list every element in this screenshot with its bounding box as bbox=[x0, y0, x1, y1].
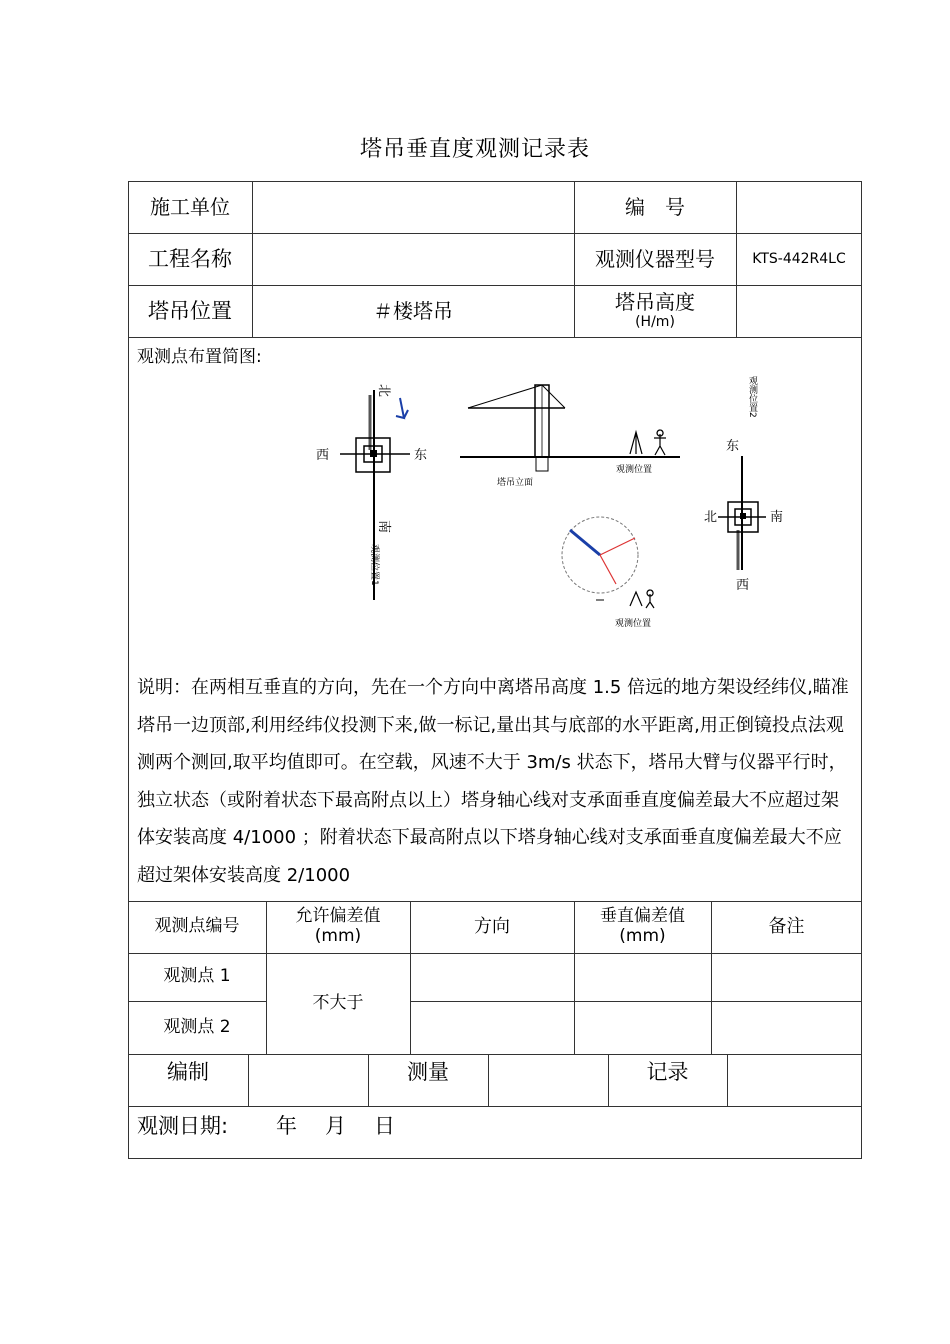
direction-header: 方向 bbox=[474, 915, 510, 937]
crane-position-field[interactable]: ＃楼塔吊 bbox=[373, 298, 453, 323]
instrument-field[interactable]: KTS-442R4LC bbox=[752, 250, 846, 267]
measure-label: 测量 bbox=[407, 1059, 449, 1084]
date-year: 年 bbox=[276, 1114, 297, 1138]
date-label: 观测日期: bbox=[137, 1114, 229, 1138]
page-title: 塔吊垂直度观测记录表 bbox=[359, 137, 590, 162]
plan-view-1 bbox=[316, 384, 427, 600]
plan1-east: 东 bbox=[414, 448, 428, 463]
compile-label: 编制 bbox=[167, 1059, 209, 1084]
number-field[interactable] bbox=[736, 181, 862, 233]
record-label: 记录 bbox=[646, 1059, 689, 1084]
compile-field[interactable] bbox=[248, 1054, 368, 1106]
surveyor-icon bbox=[630, 590, 654, 608]
deviation-header-unit: (mm) bbox=[619, 926, 666, 946]
tower-center bbox=[740, 513, 746, 519]
crane-position-label: 塔吊位置 bbox=[148, 298, 232, 323]
plan1-obs: 观测位置1 bbox=[369, 544, 379, 586]
surveyor-icon bbox=[396, 398, 408, 418]
deviation-header-text: 垂直偏差值 bbox=[600, 906, 685, 927]
plan1-north: 北 bbox=[376, 384, 391, 398]
row-divider bbox=[128, 337, 862, 338]
circle-view bbox=[562, 517, 654, 629]
sketch-label: 观测点布置简图: bbox=[137, 347, 262, 367]
elevation-view bbox=[460, 385, 680, 488]
plan2-south: 南 bbox=[770, 510, 784, 525]
theodolite-icon bbox=[630, 432, 642, 454]
crane-height-field[interactable] bbox=[736, 285, 862, 337]
crane-height-unit: (H/m) bbox=[635, 314, 675, 331]
date-month: 月 bbox=[325, 1114, 346, 1138]
elevation-obs: 观测位置 bbox=[616, 465, 653, 475]
plan2-obs: 观测位置2 bbox=[747, 376, 757, 418]
surveyor-icon bbox=[654, 430, 666, 455]
unit-field[interactable] bbox=[252, 181, 574, 233]
plan1-south: 南 bbox=[376, 520, 391, 534]
allow-header bbox=[266, 901, 410, 953]
counter-jib-tie bbox=[542, 385, 565, 408]
unit-label: 施工单位 bbox=[150, 194, 230, 219]
row-divider bbox=[128, 1106, 862, 1107]
project-label: 工程名称 bbox=[148, 246, 232, 271]
plan1-west: 西 bbox=[316, 448, 330, 463]
plan2-north: 北 bbox=[704, 510, 718, 525]
point-1-label: 观测点 1 bbox=[163, 966, 231, 987]
circle-obs: 观测位置 bbox=[615, 619, 652, 629]
record-field[interactable] bbox=[727, 1054, 862, 1106]
crane-height-label-text: 塔吊高度 bbox=[615, 290, 695, 315]
point-1-remark[interactable] bbox=[711, 953, 862, 1001]
description-text: 说明：在两相互垂直的方向，先在一个方向中离塔吊高度 1.5 倍远的地方架设经纬仪,瞄准塔吊一边顶部,利用经纬仪投测下来,做一标记,量出其与底部的水平距离,用正倒镜投点法观测两个测回,取平均值即可。在空载，风速不大于 3m/s 状态下，塔吊大臂与仪器平行时，独立状态（或附着状态下最高附点以上）塔身轴心线对支承面垂直度偏差最大不应超过架体安装高度 4/1000 ；附着状态下最高附点以下塔身轴心线对支承面垂直度偏差最大不应超过架体安装高度 2/1000 bbox=[137, 677, 849, 886]
boom-line bbox=[570, 530, 600, 555]
tower-center bbox=[370, 450, 377, 457]
point-2-label: 观测点 2 bbox=[163, 1016, 231, 1037]
remark-header: 备注 bbox=[768, 915, 805, 937]
reference-line bbox=[600, 555, 616, 584]
measure-field[interactable] bbox=[488, 1054, 608, 1106]
point-1-deviation[interactable] bbox=[574, 953, 711, 1001]
allow-header-text: 允许偏差值 bbox=[295, 906, 381, 927]
project-field[interactable] bbox=[252, 233, 574, 285]
plan2-east: 东 bbox=[726, 439, 740, 454]
instrument-label: 观测仪器型号 bbox=[595, 246, 715, 271]
point-header: 观测点编号 bbox=[154, 916, 240, 937]
jib-tie bbox=[468, 385, 542, 408]
point-2-direction[interactable] bbox=[410, 1001, 574, 1054]
point-1-direction[interactable] bbox=[410, 953, 574, 1001]
elevation-caption: 塔吊立面 bbox=[497, 478, 534, 488]
number-label: 编 号 bbox=[625, 194, 685, 219]
allow-value: 不大于 bbox=[312, 992, 364, 1013]
crane-height-label bbox=[574, 285, 736, 337]
allow-header-unit: (mm) bbox=[314, 926, 362, 946]
plan-view-2 bbox=[704, 376, 783, 593]
point-2-deviation[interactable] bbox=[574, 1001, 711, 1054]
date-day: 日 bbox=[374, 1114, 395, 1138]
crane-foundation bbox=[536, 457, 548, 471]
plan2-west: 西 bbox=[736, 578, 750, 593]
deviation-header bbox=[574, 901, 711, 953]
reference-line bbox=[600, 538, 635, 555]
layout-sketch bbox=[300, 360, 800, 635]
point-2-remark[interactable] bbox=[711, 1001, 862, 1054]
